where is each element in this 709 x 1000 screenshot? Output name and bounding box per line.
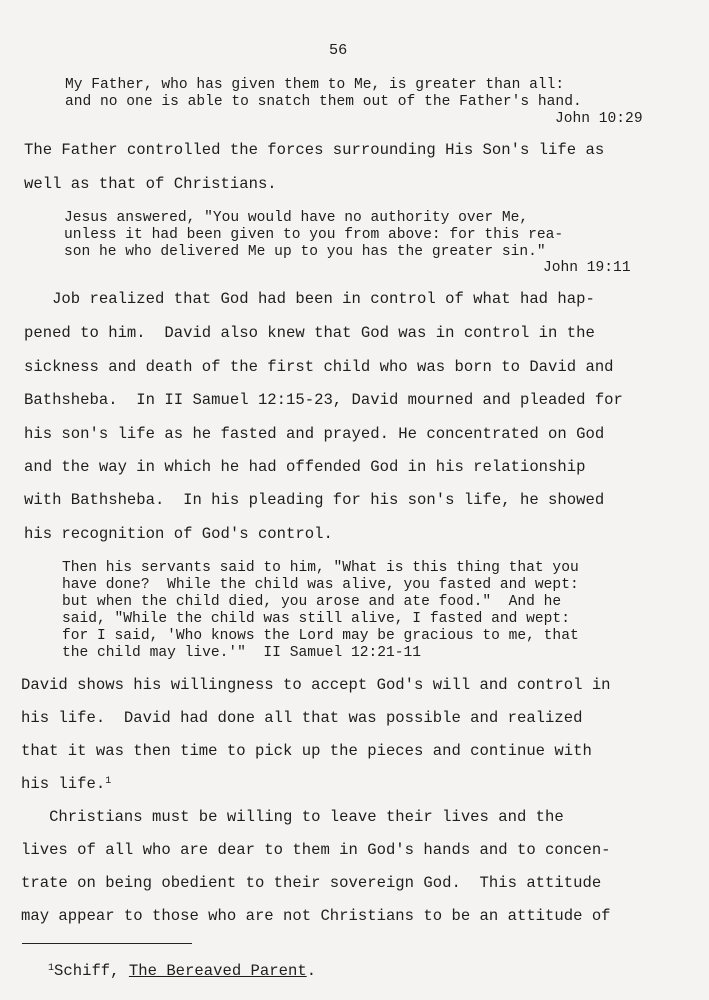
para1-line-1: The Father controlled the forces surrounding His Son's life as [24,141,605,159]
quote2-citation: John 19:11 [543,260,631,276]
para2-line-8: his recognition of God's control. [24,525,333,543]
para2-line-3: sickness and death of the first child who was born to David and [24,358,614,376]
quote2-line-2: unless it had been given to you from above: for this rea- [64,227,564,243]
para2-line-5: his son's life as he fasted and prayed. He concentrated on God [24,425,605,443]
para3-line-1: David shows his willingness to accept God's will and control in [21,676,611,694]
footnote-marker: 1 [48,963,55,974]
footnote-divider [22,943,192,944]
footnote [48,963,316,982]
para2-line-7: with Bathsheba. In his pleading for his son's life, he showed [24,491,605,509]
quote1-citation: John 10:29 [555,111,643,127]
footnote-author: Schiff, [54,962,129,980]
para4-line-2: lives of all who are dear to them in God's hands and to concen- [21,841,611,859]
para3-line-4-text: his life. [21,775,106,793]
para2-line-1: Job realized that God had been in control of what had hap- [24,290,595,308]
para4-line-4: may appear to those who are not Christians to be an attitude of [21,907,611,925]
para3-line-3: that it was then time to pick up the pieces and continue with [21,742,592,760]
quote3-line-5: for I said, 'Who knows the Lord may be gracious to me, that [62,628,579,644]
quote3-line-1: Then his servants said to him, "What is this thing that you [62,560,579,576]
footnote-title: The Bereaved Parent [128,962,307,980]
para2-line-6: and the way in which he had offended God in his relationship [24,458,586,476]
para4-line-1: Christians must be willing to leave their lives and the [21,808,564,826]
quote1-line-2: and no one is able to snatch them out of the Father's hand. [65,94,582,110]
para4-line-3: trate on being obedient to their sovereign God. This attitude [21,874,602,892]
para1-line-2: well as that of Christians. [24,175,277,193]
para3-line-4 [21,776,111,795]
quote3-line-6: the child may live.'" II Samuel 12:21-11 [62,645,422,661]
para3-line-2: his life. David had done all that was possible and realized [21,709,583,727]
quote3-line-2: have done? While the child was alive, you fasted and wept: [62,577,579,593]
quote1-line-1: My Father, who has given them to Me, is greater than all: [65,77,565,93]
quote2-line-3: son he who delivered Me up to you has the greater sin." [64,244,546,260]
page-number: 56 [329,41,348,59]
quote3-line-4: said, "While the child was still alive, I fasted and wept: [62,611,570,627]
footnote-end: . [306,962,317,980]
para2-line-2: pened to him. David also knew that God was in control in the [24,324,595,342]
para2-line-4: Bathsheba. In II Samuel 12:15-23, David mourned and pleaded for [24,391,623,409]
quote2-line-1: Jesus answered, "You would have no authority over Me, [64,210,529,226]
footnote-ref-marker: 1 [105,776,112,787]
quote3-line-3: but when the child died, you arose and ate food." And he [62,594,562,610]
